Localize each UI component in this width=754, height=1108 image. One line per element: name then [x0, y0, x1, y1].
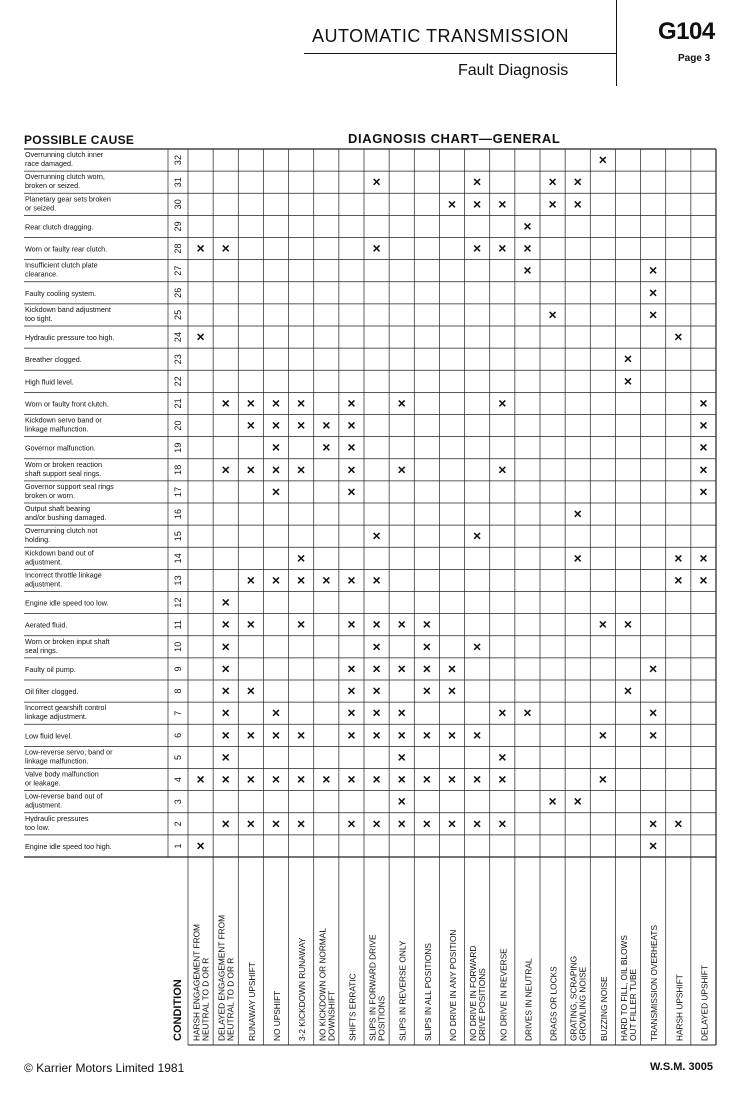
condition-label: DELAYED UPSHIFT — [699, 965, 710, 1041]
diagnosis-mark: × — [347, 483, 356, 500]
diagnosis-mark: × — [221, 461, 230, 478]
diagnosis-mark: × — [447, 771, 457, 788]
diagnosis-mark: × — [649, 815, 658, 832]
diagnosis-mark: × — [674, 571, 683, 588]
condition-label: OUT FILLER TUBE — [628, 968, 638, 1041]
condition-label: NO DRIVE IN REVERSE — [498, 948, 509, 1041]
condition-label: POSITIONS — [376, 995, 387, 1041]
cause-label: Worn or faulty rear clutch. — [25, 244, 108, 254]
cause-number: 12 — [173, 597, 183, 608]
diagnosis-mark: × — [422, 771, 431, 788]
document-title: AUTOMATIC TRANSMISSION — [312, 26, 570, 46]
condition-label: NO KICKDOWN OR NORMAL — [317, 928, 328, 1041]
diagnosis-mark: × — [598, 616, 607, 633]
diagnosis-mark: × — [473, 173, 482, 190]
cause-number: 8 — [173, 688, 183, 694]
cause-label: too low. — [25, 822, 50, 832]
cause-number: 5 — [173, 754, 183, 760]
cause-number: 17 — [173, 486, 183, 497]
diagnosis-mark: × — [322, 439, 331, 456]
diagnosis-mark: × — [372, 638, 381, 655]
diagnosis-mark: × — [397, 748, 406, 765]
cause-label: linkage adjustment. — [25, 712, 87, 722]
condition-label: NO UPSHIFT — [272, 990, 282, 1041]
diagnosis-mark: × — [347, 571, 356, 588]
diagnosis-mark: × — [699, 549, 708, 566]
condition-label: HARD TO FILL, OIL BLOWS — [619, 935, 629, 1041]
cause-label: or leakage. — [25, 778, 61, 788]
cause-number: 24 — [173, 332, 183, 343]
diagnosis-mark: × — [422, 616, 431, 633]
diagnosis-mark: × — [447, 726, 457, 743]
diagnosis-mark: × — [297, 571, 306, 588]
cause-number: 21 — [173, 398, 183, 409]
diagnosis-mark: × — [397, 461, 406, 478]
diagnosis-mark: × — [598, 726, 607, 743]
cause-number: 22 — [173, 376, 183, 387]
diagnosis-mark: × — [498, 771, 507, 788]
diagnosis-mark: × — [347, 439, 356, 456]
diagnosis-mark: × — [699, 394, 708, 411]
cause-number: 1 — [173, 843, 183, 849]
diagnosis-mark: × — [473, 638, 482, 655]
condition-label: SHIFTS ERRATIC — [347, 973, 358, 1041]
diagnosis-mark: × — [699, 571, 708, 588]
cause-label: Overrunning clutch worn, — [25, 172, 105, 182]
chart-title: DIAGNOSIS CHART—GENERAL — [348, 131, 561, 146]
diagnosis-mark: × — [447, 660, 457, 677]
diagnosis-mark: × — [498, 195, 507, 212]
cause-number: 10 — [173, 641, 183, 652]
diagnosis-mark: × — [623, 350, 633, 367]
diagnosis-mark: × — [271, 439, 281, 456]
diagnosis-mark: × — [297, 771, 306, 788]
diagnosis-mark: × — [347, 394, 356, 411]
cause-label: Worn or broken input shaft — [25, 636, 110, 646]
diagnosis-mark: × — [674, 328, 683, 345]
diagnosis-mark: × — [372, 815, 381, 832]
diagnosis-mark: × — [196, 771, 205, 788]
cause-number: 23 — [173, 354, 183, 365]
diagnosis-mark: × — [422, 815, 431, 832]
diagnosis-mark: × — [271, 483, 281, 500]
diagnosis-mark: × — [271, 726, 281, 743]
diagnosis-mark: × — [221, 594, 230, 611]
diagnosis-mark: × — [473, 527, 482, 544]
condition-label: TRANSMISSION OVERHEATS — [649, 924, 660, 1041]
condition-label: DRIVES IN NEUTRAL — [523, 958, 534, 1041]
condition-label: BUZZING NOISE — [598, 976, 609, 1041]
diagnosis-mark: × — [221, 682, 230, 699]
diagnosis-mark: × — [397, 726, 406, 743]
diagnosis-mark: × — [246, 417, 255, 434]
diagnosis-mark: × — [271, 461, 281, 478]
diagnosis-mark: × — [397, 616, 406, 633]
cause-label: Faulty cooling system. — [25, 288, 97, 298]
diagnosis-mark: × — [699, 483, 708, 500]
condition-label: NEUTRAL TO D OR R — [225, 957, 236, 1041]
diagnosis-mark: × — [422, 726, 431, 743]
condition-label: NEUTRAL TO D OR R — [200, 957, 211, 1041]
condition-label: SLIPS IN REVERSE ONLY — [397, 940, 408, 1041]
condition-label: DRAGS OR LOCKS — [548, 966, 559, 1041]
cause-number: 9 — [173, 666, 183, 672]
condition-label: NO DRIVE IN FORWARD — [468, 945, 479, 1041]
diagnosis-mark: × — [246, 394, 255, 411]
page-number: Page 3 — [678, 53, 711, 64]
diagnosis-mark: × — [473, 771, 482, 788]
manual-reference: W.S.M. 3005 — [650, 1061, 713, 1073]
diagnosis-mark: × — [623, 682, 633, 699]
diagnosis-mark: × — [246, 771, 255, 788]
diagnosis-mark: × — [347, 461, 356, 478]
diagnosis-mark: × — [397, 394, 406, 411]
diagnosis-mark: × — [322, 417, 331, 434]
diagnosis-mark: × — [573, 505, 582, 522]
diagnosis-mark: × — [498, 394, 507, 411]
cause-number: 13 — [173, 575, 183, 586]
cause-label: Hydraulic pressures — [25, 813, 89, 823]
diagnosis-mark: × — [548, 793, 557, 810]
section-code: G104 — [658, 18, 715, 45]
diagnosis-mark: × — [523, 217, 532, 234]
cause-number: 16 — [173, 509, 183, 520]
diagnosis-mark: × — [649, 284, 658, 301]
diagnosis-mark: × — [372, 527, 381, 544]
diagnosis-mark: × — [372, 240, 381, 257]
diagnosis-mark: × — [297, 417, 306, 434]
cause-label: Overrunning clutch inner — [25, 150, 104, 159]
diagnosis-mark: × — [623, 616, 633, 633]
cause-label: shaft support seal rings. — [25, 468, 102, 478]
condition-label: DELAYED ENGAGEMENT FROM — [216, 914, 227, 1041]
diagnosis-mark: × — [674, 815, 683, 832]
cause-label: Kickdown band adjustment — [25, 304, 111, 314]
cause-label: Worn or faulty front clutch. — [25, 399, 109, 409]
cause-label: Faulty oil pump. — [25, 664, 76, 674]
diagnosis-mark: × — [297, 726, 306, 743]
diagnosis-mark: × — [397, 704, 406, 721]
diagnosis-mark: × — [347, 417, 356, 434]
diagnosis-mark: × — [221, 240, 230, 257]
diagnosis-mark: × — [649, 837, 658, 854]
cause-label: Overrunning clutch not — [25, 526, 98, 536]
diagnosis-mark: × — [347, 815, 356, 832]
condition-label: RUNAWAY UPSHIFT — [246, 962, 257, 1041]
diagnosis-mark: × — [573, 793, 582, 810]
cause-number: 11 — [173, 620, 183, 630]
diagnosis-mark: × — [699, 417, 708, 434]
cause-label: Worn or broken reaction — [25, 459, 102, 469]
condition-label: NO DRIVE IN ANY POSITION — [448, 929, 458, 1041]
cause-label: Rear clutch dragging. — [25, 222, 94, 232]
diagnosis-mark: × — [271, 704, 281, 721]
diagnosis-mark: × — [548, 306, 557, 323]
condition-label: GROWLING NOISE — [577, 966, 588, 1041]
diagnosis-mark: × — [498, 704, 507, 721]
cause-label: Engine idle speed too low. — [25, 598, 109, 608]
cause-label: Governor malfunction. — [25, 443, 96, 453]
cause-label: adjustment. — [25, 800, 63, 810]
cause-number: 6 — [173, 732, 183, 738]
diagnosis-mark: × — [221, 638, 230, 655]
cause-number: 3 — [173, 799, 183, 805]
diagnosis-mark: × — [221, 726, 230, 743]
cause-label: broken or seized. — [25, 181, 81, 191]
diagnosis-mark: × — [347, 704, 356, 721]
cause-number: 7 — [173, 710, 183, 716]
diagnosis-mark: × — [699, 439, 708, 456]
diagnosis-mark: × — [498, 461, 507, 478]
diagnosis-mark: × — [297, 616, 306, 633]
cause-number: 28 — [173, 243, 183, 254]
diagnosis-mark: × — [649, 660, 658, 677]
cause-label: Breather clogged. — [25, 355, 82, 365]
condition-heading: CONDITION — [172, 979, 184, 1041]
diagnosis-mark: × — [372, 771, 381, 788]
cause-label: Insufficient clutch plate — [25, 260, 98, 270]
diagnosis-mark: × — [196, 837, 205, 854]
diagnosis-mark: × — [221, 704, 230, 721]
cause-number: 31 — [173, 177, 183, 188]
cause-number: 4 — [173, 777, 183, 783]
diagnosis-mark: × — [271, 771, 281, 788]
diagnosis-mark: × — [447, 195, 457, 212]
diagnosis-mark: × — [523, 262, 532, 279]
diagnosis-mark: × — [246, 616, 255, 633]
diagnosis-mark: × — [372, 704, 381, 721]
diagnosis-mark: × — [523, 704, 532, 721]
diagnosis-mark: × — [221, 815, 230, 832]
diagnosis-mark: × — [347, 726, 356, 743]
cause-label: broken or worn. — [25, 490, 75, 500]
cause-label: Incorrect gearshift control — [25, 703, 107, 713]
diagnosis-mark: × — [196, 328, 205, 345]
diagnosis-mark: × — [573, 173, 582, 190]
condition-label: DRIVE POSITIONS — [477, 968, 488, 1041]
cause-number: 29 — [173, 221, 183, 232]
diagnosis-mark: × — [297, 815, 306, 832]
diagnosis-mark: × — [271, 571, 281, 588]
cause-label: Incorrect throttle linkage — [25, 570, 102, 580]
diagnosis-mark: × — [674, 549, 683, 566]
diagnosis-mark: × — [598, 151, 607, 168]
cause-number: 20 — [173, 420, 183, 431]
cause-label: Low fluid level. — [25, 731, 73, 741]
diagnosis-mark: × — [347, 616, 356, 633]
possible-cause-heading: POSSIBLE CAUSE — [24, 133, 135, 147]
diagnosis-mark: × — [221, 394, 230, 411]
cause-label: Kickdown band out of — [25, 548, 94, 558]
diagnosis-mark: × — [699, 461, 708, 478]
document-subtitle: Fault Diagnosis — [458, 62, 569, 79]
cause-label: seal rings. — [25, 645, 58, 655]
diagnosis-mark: × — [598, 771, 607, 788]
cause-number: 15 — [173, 531, 183, 542]
cause-label: Valve body malfunction — [25, 769, 99, 779]
cause-label: Low-reverse band out of — [25, 791, 103, 801]
diagnosis-mark: × — [372, 682, 381, 699]
condition-label: DOWNSHIFT — [326, 990, 337, 1041]
diagnosis-mark: × — [271, 417, 281, 434]
diagnosis-mark: × — [649, 726, 658, 743]
cause-label: linkage malfunction. — [25, 424, 89, 434]
cause-number: 2 — [173, 821, 183, 827]
cause-number: 32 — [173, 155, 183, 166]
diagnosis-mark: × — [397, 793, 406, 810]
cause-number: 30 — [173, 199, 183, 210]
cause-label: Hydraulic pressure too high. — [25, 333, 115, 343]
condition-label: 3-2 KICKDOWN RUNAWAY — [297, 937, 308, 1041]
cause-label: High fluid level. — [25, 377, 74, 387]
diagnosis-mark: × — [573, 195, 582, 212]
cause-label: clearance. — [25, 269, 59, 279]
diagnosis-mark: × — [473, 195, 482, 212]
condition-label: SLIPS IN ALL POSITIONS — [422, 943, 433, 1041]
diagnosis-mark: × — [422, 660, 431, 677]
diagnosis-mark: × — [422, 682, 431, 699]
cause-number: 19 — [173, 442, 183, 453]
cause-label: holding. — [25, 535, 51, 545]
cause-label: adjustment. — [25, 579, 63, 589]
diagnosis-mark: × — [297, 549, 306, 566]
copyright-notice: © Karrier Motors Limited 1981 — [24, 1061, 185, 1075]
cause-number: 18 — [173, 464, 183, 475]
diagnosis-mark: × — [271, 394, 281, 411]
diagnosis-mark: × — [473, 240, 482, 257]
diagnosis-mark: × — [246, 682, 255, 699]
diagnosis-mark: × — [372, 571, 381, 588]
condition-label: HARSH ENGAGEMENT FROM — [191, 924, 202, 1041]
cause-label: Engine idle speed too high. — [25, 841, 112, 851]
diagnosis-mark: × — [196, 240, 205, 257]
diagnosis-mark: × — [372, 173, 381, 190]
diagnosis-mark: × — [347, 682, 356, 699]
cause-number: 26 — [173, 287, 183, 298]
cause-label: too tight. — [25, 313, 53, 323]
diagnosis-mark: × — [573, 549, 582, 566]
diagnosis-mark: × — [447, 682, 457, 699]
diagnosis-mark: × — [297, 461, 306, 478]
diagnosis-mark: × — [548, 195, 557, 212]
diagnosis-mark: × — [246, 461, 255, 478]
cause-label: Low-reverse servo, band or — [25, 747, 113, 757]
diagnosis-mark: × — [397, 815, 406, 832]
cause-label: and/or bushing damaged. — [25, 513, 107, 522]
diagnosis-mark: × — [322, 771, 331, 788]
diagnosis-mark: × — [347, 771, 356, 788]
diagnosis-mark: × — [246, 726, 255, 743]
diagnosis-mark: × — [372, 616, 381, 633]
diagnosis-mark: × — [397, 660, 406, 677]
condition-label: SLIPS IN FORWARD DRIVE — [367, 934, 378, 1041]
diagnosis-mark: × — [473, 815, 482, 832]
diagnosis-mark: × — [447, 815, 457, 832]
cause-label: adjustment. — [25, 557, 63, 567]
diagnosis-mark: × — [498, 815, 507, 832]
diagnosis-mark: × — [548, 173, 557, 190]
cause-label: Output shaft bearing — [25, 504, 91, 513]
diagnosis-mark: × — [422, 638, 431, 655]
condition-label: HARSH UPSHIFT — [674, 974, 685, 1041]
diagnosis-mark: × — [649, 262, 658, 279]
cause-label: Kickdown servo band or — [25, 415, 102, 425]
cause-number: 25 — [173, 309, 183, 320]
diagnosis-mark: × — [372, 660, 381, 677]
cause-label: Governor support seal rings — [25, 481, 114, 491]
diagnosis-mark: × — [523, 240, 532, 257]
diagnosis-mark: × — [473, 726, 482, 743]
diagnosis-mark: × — [221, 748, 230, 765]
diagnosis-mark: × — [649, 704, 658, 721]
condition-label: GRATING, SCRAPING — [568, 955, 579, 1041]
cause-label: Aerated fluid. — [25, 620, 68, 630]
cause-number: 14 — [173, 553, 183, 564]
diagnosis-mark: × — [221, 660, 230, 677]
cause-label: race damaged. — [25, 159, 73, 168]
diagnosis-mark: × — [397, 771, 406, 788]
diagnosis-mark: × — [221, 771, 230, 788]
cause-label: or seized. — [25, 203, 57, 213]
diagnosis-mark: × — [221, 616, 230, 633]
cause-number: 27 — [173, 265, 183, 276]
diagnosis-mark: × — [623, 372, 633, 389]
cause-label: Planetary gear sets broken — [25, 194, 111, 204]
diagnosis-mark: × — [372, 726, 381, 743]
diagnosis-mark: × — [347, 660, 356, 677]
cause-label: linkage malfunction. — [25, 756, 89, 766]
cause-label: Oil filter clogged. — [25, 687, 79, 697]
diagnosis-mark: × — [246, 815, 255, 832]
diagnosis-mark: × — [498, 240, 507, 257]
diagnosis-mark: × — [246, 571, 255, 588]
diagnosis-mark: × — [649, 306, 658, 323]
diagnosis-mark: × — [322, 571, 331, 588]
diagnosis-mark: × — [498, 748, 507, 765]
diagnosis-mark: × — [271, 815, 281, 832]
diagnosis-mark: × — [297, 394, 306, 411]
